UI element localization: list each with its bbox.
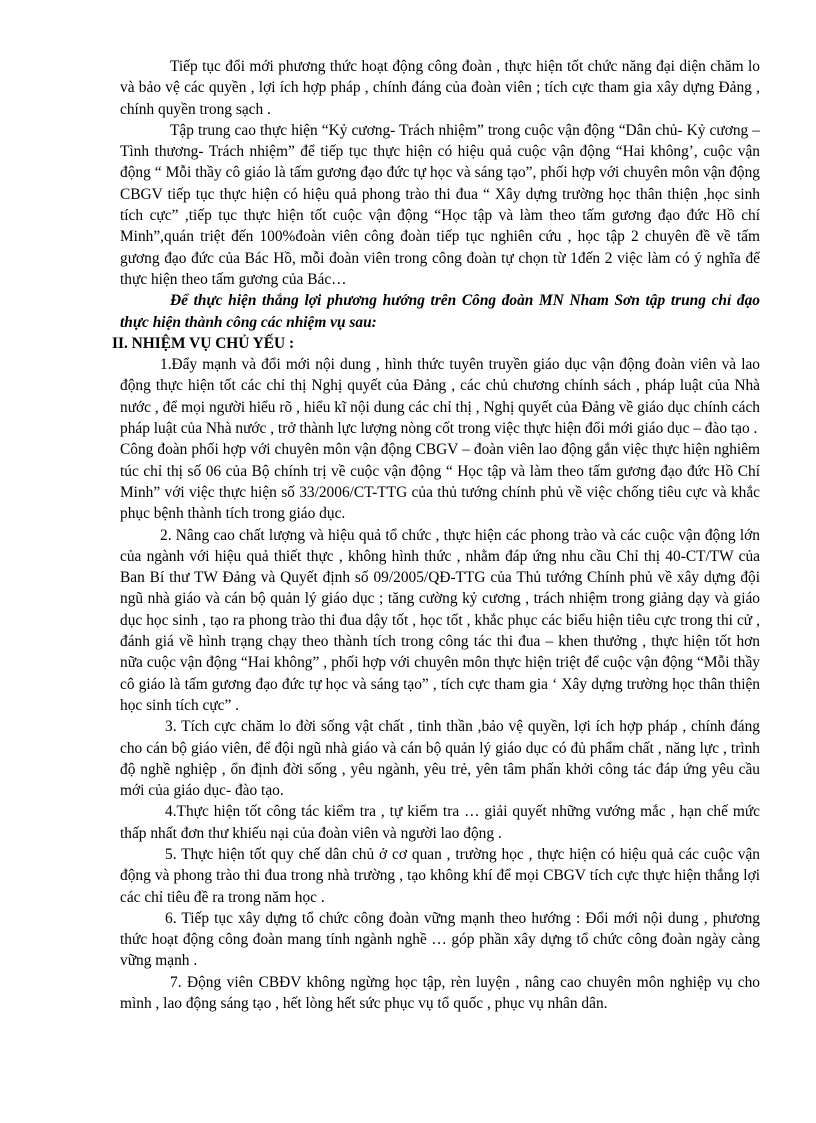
paragraph-union-renewal: Tiếp tục đổi mới phương thức hoạt động công đoàn , thực hiện tốt chức năng đại diện chăm lo và bảo vệ các quyền , lợi ích hợp pháp , chính đáng của đoàn viên ; tích cực tham gia xây dựng Đảng , chính quyền trong sạch . [120,58,760,118]
task-item-3: 3. Tích cực chăm lo đời sống vật chất , tinh thần ,bảo vệ quyền, lợi ích hợp pháp , chính đáng cho cán bộ giáo viên, để đội ngũ nhà giáo và cán bộ quản lý giáo dục có đủ phẩm chất , năng lực , trình độ nghề nghiệp , ổn định đời sống , yêu ngành, yêu trẻ, yên tâm phấn khởi công tác đáp ứng yêu cầu mới của giáo dục- đào tạo. [120,718,760,800]
task-item-7: 7. Động viên CBĐV không ngừng học tập, rèn luyện , nâng cao chuyên môn nghiệp vụ cho mình , lao động sáng tạo , hết lòng hết sức phục vụ tổ quốc , phục vụ nhân dân. [120,973,760,1013]
task-item-4: 4.Thực hiện tốt công tác kiểm tra , tự kiểm tra … giải quyết những vướng mắc , hạn chế mức thấp nhất đơn thư khiếu nại của đoàn viên và người lao động . [120,803,760,842]
task-item-5: 5. Thực hiện tốt quy chế dân chủ ở cơ quan , trường học , thực hiện có hiệu quả các cuộc vận động và phong trào thi đua trong nhà trường , tạo không khí để mọi CBGV tích cực thực hiện thắng lợi các chỉ tiêu đề ra trong năm học . [120,845,760,906]
task-item-2: 2. Nâng cao chất lượng và hiệu quả tổ chức , thực hiện các phong trào và các cuộc vận động lớn của ngành với hiệu quả thiết thực , không hình thức , nhằm đáp ứng nhu cầu Chỉ thị 40-CT/TW của Ban Bí thư TW Đảng và Quyết định số 09/2005/QĐ-TTG của Thủ tướng Chính phủ về xây dựng đội ngũ nhà giáo và cán bộ quản lý giáo dục ; tăng cường kỷ cương , trách nhiệm trong giảng dạy và giáo dục học sinh , tạo ra phong trào thi đua dậy tốt , học tốt , khắc phục các biểu hiện tiêu cực trong thi cử , đánh giá về hình trạng chạy theo thành tích trong công tác thi đua – khen thưởng , thực hiện tốt hơn nữa cuộc vận động “Hai không” , phối hợp với chuyên môn thực hiện triệt để cuộc vận động “Mỗi thầy cô giáo là tấm gương đạo đức tự học và sáng tạo” , tích cực tham gia ‘ Xây dựng trường học thân thiện học sinh tích cực” . [120,526,760,714]
paragraph-direction-intro: Để thực hiện thắng lợi phương hướng trên Công đoàn MN Nham Sơn tập trung chỉ đạo thực hiện thành công các nhiệm vụ sau: [120,292,760,331]
section-heading-main-tasks: II. NHIỆM VỤ CHỦ YẾU : [112,334,295,352]
paragraph-discipline-campaign: Tập trung cao thực hiện “Kỷ cương- Trách nhiệm” trong cuộc vận động “Dân chủ- Kỷ cương –Tình thương- Trách nhiệm” để tiếp tục thực hiện có hiệu quả cuộc vận động “Hai không’, cuộc vận động “ Mỗi thầy cô giáo là tấm gương đạo đức tự học và sáng tạo”, phối hợp với chuyên môn vận động CBGV tiếp tục thực hiện có hiệu quả phong trào thi đua “ Xây dựng trường học thân thiện ,học sinh tích cực” ,tiếp tục thực hiện tốt cuộc vận động “Học tập và làm theo tấm gương đạo đức Hồ chí Minh”,quán triệt đến 100%đoàn viên công đoàn tiếp tục nghiên cứu , học tập 2 chuyên đề về tấm gương đạo đức của Bác Hồ, mỗi đoàn viên trong công đoàn tự chọn từ 1đến 2 việc làm có ý nghĩa để thực hiện theo tấm gương của Bác… [120,121,760,288]
task-item-6: 6. Tiếp tục xây dựng tổ chức công đoàn vững mạnh theo hướng : Đổi mới nội dung , phương thức hoạt động công đoàn mang tính ngành nghề … góp phần xây dựng tổ chức công đoàn ngày càng vững mạnh . [120,909,760,970]
task-item-1: 1.Đẩy mạnh và đổi mới nội dung , hình thức tuyên truyền giáo dục vận động đoàn viên và lao động thực hiện tốt các chỉ thị Nghị quyết của Đảng , các chủ chương chính sách , pháp luật của Nhà nước , để mọi người hiểu rõ , hiểu kĩ nội dung các chỉ thị , Nghị quyết của Đảng về giáo dục chính cách pháp luật của Nhà nước , trở thành lực lượng nòng cốt trong việc thực hiện đổi mới giáo dục – đào tạo . [120,356,760,438]
paragraph-union-coordination: Công đoàn phối hợp với chuyên môn vận động CBGV – đoàn viên lao động gắn việc thực hiện nghiêm túc chỉ thị số 06 của Bộ chính trị về cuộc vận động “ Học tập và làm theo tấm gương đạo đức Hồ Chí Minh” với việc thực hiện số 33/2006/CT-TTG của thủ tướng chính phủ về việc chống tiêu cực và khắc phục bệnh thành tích trong giáo dục. [120,441,760,523]
document-page [112,56,760,1014]
